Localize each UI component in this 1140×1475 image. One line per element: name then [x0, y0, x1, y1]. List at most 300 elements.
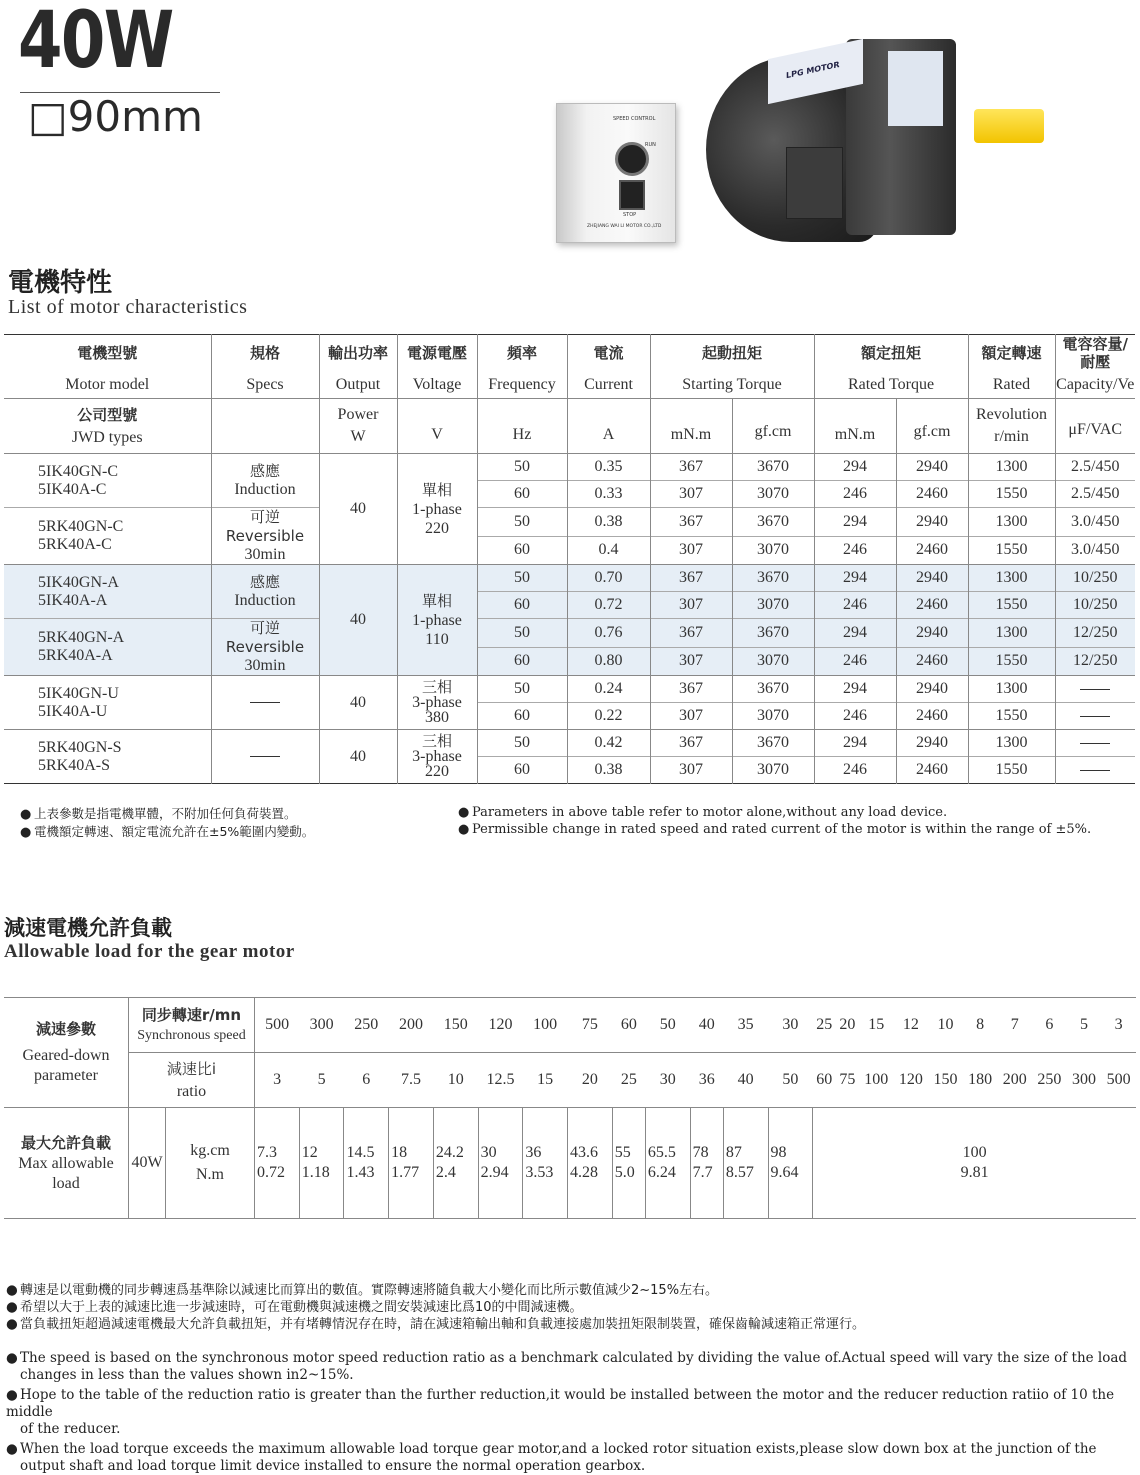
value-cell: 3670	[732, 676, 814, 703]
value-cell: 367	[650, 619, 732, 648]
hdr-output-unit	[319, 399, 397, 454]
specs-cell	[211, 565, 319, 619]
value-cell: 0.80	[567, 647, 650, 676]
value-cell: 367	[650, 565, 732, 592]
value-cell: 2460	[896, 592, 968, 619]
value-cell: 10/250	[1055, 592, 1135, 619]
value-cell: 2940	[896, 508, 968, 537]
dash-mark	[1080, 716, 1110, 717]
ratio-value-cell: 120	[894, 1053, 929, 1108]
unit-kgcm: kg.cm	[190, 1142, 230, 1159]
value-cell: 2940	[896, 454, 968, 481]
ratio-value-cell: 200	[997, 1053, 1032, 1108]
note2-en-item: ● The speed is based on the synchronous motor speed reduction ratio as a benchmark calculated by dividing the value of.Actual speed will vary the size of the load changes in less than the values shown in2~15%.	[6, 1350, 1128, 1383]
ratio-value-cell: 100	[859, 1053, 894, 1108]
hdr-rated-en: Rated Torque	[814, 371, 968, 399]
notes1-zh	[20, 805, 314, 841]
controller-label-stop: STOP	[623, 212, 637, 218]
table-row	[4, 619, 1135, 648]
geared-en: Geared-down parameter	[22, 1047, 110, 1084]
value-cell: 12/250	[1055, 647, 1135, 676]
speed-cell: 50	[645, 998, 690, 1053]
speed-cell: 10	[928, 998, 963, 1053]
load-nm: 2.94	[480, 1164, 509, 1181]
hdr-speed-rmin: r/min	[994, 428, 1029, 445]
specs-zh: 可逆 Reversible	[225, 508, 305, 545]
hdr-voltage-en: Voltage	[397, 371, 477, 399]
ratio-row	[4, 1053, 1136, 1108]
value-cell: 246	[814, 647, 896, 676]
speed-cell: 75	[568, 998, 613, 1053]
output-cell: 40	[319, 676, 397, 730]
model-name: 5RK40GN-C	[38, 518, 124, 535]
load-nm: 1.77	[391, 1164, 420, 1181]
geared-zh: 減速參數	[35, 1020, 96, 1038]
speed-cell: 7	[997, 998, 1032, 1053]
specs-zh: 可逆 Reversible	[225, 619, 305, 656]
hdr-start-u1: mN.m	[650, 399, 732, 454]
max-load-row	[4, 1108, 1136, 1219]
value-cell: 60	[477, 592, 567, 619]
dash-mark	[1080, 743, 1110, 744]
value-cell: 0.70	[567, 565, 650, 592]
value-cell: 3.0/450	[1055, 508, 1135, 537]
speed-cell: 35	[723, 998, 768, 1053]
hdr-start-u2: gf.cm	[732, 399, 814, 454]
load-kgcm: 18	[391, 1144, 408, 1161]
load-rest-kgcm: 100	[962, 1144, 987, 1161]
specs-zh: 感應	[249, 462, 280, 480]
voltage-value: 380	[425, 709, 449, 726]
note1-zh-line: ● 上表參數是指電機單體，不附加任何負荷裝置。	[20, 806, 297, 822]
ratio-value-cell: 50	[768, 1053, 813, 1108]
note2-zh-line: ● 當負載扭矩超過減速電機最大允許負載扭矩，并有堵轉情況存在時，請在減速箱輸出軸和負載連接處加裝扭矩限制裝置，確保齒輪減速箱正常運行。	[6, 1316, 866, 1332]
capacity-cell	[1055, 676, 1135, 703]
model-name: 5RK40GN-S	[38, 738, 122, 756]
value-cell: 3.0/450	[1055, 536, 1135, 565]
hdr-freq-en: Frequency	[477, 371, 567, 399]
hdr-speed-unit	[968, 399, 1055, 454]
model-cell	[4, 454, 211, 508]
load-kgcm: 65.5	[647, 1144, 676, 1161]
value-cell: 367	[650, 454, 732, 481]
geared-param-cell	[4, 998, 129, 1108]
load-cell	[568, 1108, 613, 1219]
gear-motor-image	[706, 27, 1006, 255]
value-cell: 1300	[968, 619, 1055, 648]
speed-cell: 300	[299, 998, 344, 1053]
load-cell	[389, 1108, 434, 1219]
max-zh: 最大允許負載	[20, 1133, 111, 1152]
hdr-current-zh: 電流	[567, 335, 650, 372]
ratio-value-cell: 250	[1032, 1053, 1067, 1108]
ratio-zh: 減速比i	[166, 1059, 217, 1078]
ratio-value-cell: 5	[299, 1053, 344, 1108]
hdr-freq-unit: Hz	[477, 399, 567, 454]
voltage-phase: 1-phase	[412, 500, 462, 518]
hdr-current-en: Current	[567, 371, 650, 399]
hdr-rated-u2: gf.cm	[896, 399, 968, 454]
capacity-cell	[1055, 757, 1135, 784]
allowable-load-table	[4, 997, 1136, 1219]
value-cell: 0.35	[567, 454, 650, 481]
load-kgcm: 98	[770, 1144, 787, 1161]
hdr-specs-en: Specs	[211, 371, 319, 399]
value-cell: 367	[650, 730, 732, 757]
ratio-value-cell: 12.5	[478, 1053, 523, 1108]
sync-speed-cell	[129, 998, 255, 1053]
unit-nm: N.m	[196, 1166, 224, 1183]
speed-cell: 500	[255, 998, 300, 1053]
value-cell: 1550	[968, 536, 1055, 565]
load-kgcm: 14.5	[346, 1144, 375, 1161]
ratio-value-cell: 3	[255, 1053, 300, 1108]
hdr-cap-en: Capacity/Ve	[1055, 371, 1135, 399]
load-cell	[723, 1108, 768, 1219]
load-nm: 6.24	[647, 1164, 676, 1181]
model-name: 5IK40GN-C	[38, 462, 118, 480]
hdr-jwd-en: JWD types	[71, 428, 143, 446]
terminal-box	[786, 147, 843, 219]
voltage-value: 220	[425, 763, 449, 780]
value-cell: 60	[477, 647, 567, 676]
load-rest-cell	[813, 1108, 1136, 1219]
max-load-label-cell	[4, 1108, 129, 1219]
value-cell: 0.33	[567, 481, 650, 508]
voltage-cell	[397, 454, 477, 565]
speed-cell: 30	[768, 998, 813, 1053]
load-kgcm: 55	[614, 1144, 631, 1161]
capacity-cell	[1055, 703, 1135, 730]
hdr-model-zh: 電機型號	[4, 335, 211, 372]
model-name: 5RK40GN-A	[38, 629, 125, 646]
section1-title-zh: 電機特性	[8, 268, 113, 298]
specs-en: Induction	[234, 592, 296, 609]
voltage-zh: 三相	[421, 678, 452, 696]
value-cell: 50	[477, 508, 567, 537]
load-kgcm: 36	[525, 1144, 542, 1161]
controller-switch	[619, 180, 645, 210]
value-cell: 2.5/450	[1055, 481, 1135, 508]
load-rest-nm: 9.81	[960, 1164, 989, 1181]
ratio-value-cell: 150	[928, 1053, 963, 1108]
value-cell: 307	[650, 536, 732, 565]
value-cell: 0.72	[567, 592, 650, 619]
value-cell: 0.38	[567, 757, 650, 784]
value-cell: 50	[477, 730, 567, 757]
value-cell: 307	[650, 757, 732, 784]
power-cell: 40W	[129, 1108, 166, 1219]
speed-cell: 6	[1032, 998, 1067, 1053]
load-kgcm: 7.3	[257, 1144, 277, 1161]
hdr-specs-blank	[211, 399, 319, 454]
load-cell	[523, 1108, 568, 1219]
value-cell: 60	[477, 481, 567, 508]
section1-title-en: List of motor characteristics	[8, 296, 248, 318]
speed-cell: 20	[836, 998, 859, 1053]
value-cell: 307	[650, 647, 732, 676]
value-cell: 50	[477, 619, 567, 648]
load-cell	[768, 1108, 813, 1219]
dash-mark	[1080, 689, 1110, 690]
value-cell: 1300	[968, 730, 1055, 757]
ratio-en: ratio	[176, 1082, 207, 1100]
value-cell: 10/250	[1055, 565, 1135, 592]
hdr-output-w: W	[350, 428, 366, 445]
load-nm: 5.0	[614, 1164, 635, 1181]
value-cell: 367	[650, 508, 732, 537]
controller-knob	[615, 142, 649, 176]
table2-body	[4, 998, 1136, 1219]
speed-cell: 250	[344, 998, 389, 1053]
speed-cell: 120	[478, 998, 523, 1053]
load-nm: 7.7	[692, 1164, 713, 1181]
hdr-specs-zh: 規格	[211, 335, 319, 372]
model-name: 5RK40A-C	[38, 536, 112, 553]
load-nm: 8.57	[725, 1164, 754, 1181]
value-cell: 294	[814, 730, 896, 757]
hdr-cap-zh: 電容容量/耐壓	[1055, 335, 1135, 372]
specs-cell	[211, 454, 319, 508]
value-cell: 3670	[732, 454, 814, 481]
ratio-value-cell: 15	[523, 1053, 568, 1108]
specs-cell	[211, 619, 319, 676]
voltage-phase: 3-phase	[412, 694, 462, 711]
load-nm: 2.4	[435, 1164, 456, 1181]
hdr-output-en2: Power	[337, 406, 379, 423]
load-kgcm: 30	[480, 1144, 497, 1161]
output-cell: 40	[319, 454, 397, 565]
load-cell	[690, 1108, 723, 1219]
value-cell: 0.24	[567, 676, 650, 703]
voltage-cell	[397, 565, 477, 676]
value-cell: 0.42	[567, 730, 650, 757]
gearbox-nameplate	[888, 51, 943, 126]
ratio-value-cell: 60	[813, 1053, 836, 1108]
note2-zh-line: ● 希望以大于上表的減速比進一步減速時，可在電動機與減速機之間安裝減速比爲10的中間減速機。	[6, 1299, 583, 1315]
notes2-zh	[6, 1282, 1131, 1333]
model-cell	[4, 619, 211, 676]
ratio-value-cell: 6	[344, 1053, 389, 1108]
value-cell: 3070	[732, 592, 814, 619]
hdr-rated-u1: mN.m	[814, 399, 896, 454]
voltage-cell	[397, 676, 477, 730]
value-cell: 1300	[968, 565, 1055, 592]
specs-en: Induction	[234, 481, 296, 498]
ratio-value-cell: 25	[612, 1053, 645, 1108]
value-cell: 50	[477, 565, 567, 592]
hdr-cap-unit: μF/VAC	[1055, 399, 1135, 454]
speed-cell: 5	[1067, 998, 1102, 1053]
value-cell: 1550	[968, 757, 1055, 784]
voltage-zh: 單相	[421, 591, 452, 610]
output-shaft	[974, 109, 1044, 143]
ratio-value-cell: 180	[963, 1053, 998, 1108]
ratio-value-cell: 20	[568, 1053, 613, 1108]
voltage-cell	[397, 730, 477, 784]
load-cell	[478, 1108, 523, 1219]
load-nm: 9.64	[770, 1164, 799, 1181]
value-cell: 3070	[732, 757, 814, 784]
value-cell: 0.38	[567, 508, 650, 537]
specs-en: 30min	[244, 657, 286, 674]
value-cell: 3070	[732, 481, 814, 508]
value-cell: 60	[477, 536, 567, 565]
nameplate-text: LPG MOTOR	[786, 59, 840, 81]
speed-cell: 8	[963, 998, 998, 1053]
value-cell: 1550	[968, 592, 1055, 619]
hdr-current-unit: A	[567, 399, 650, 454]
value-cell: 2940	[896, 619, 968, 648]
hdr-freq-zh: 頻率	[477, 335, 567, 372]
note2-en-item: ● Hope to the table of the reduction ratio is greater than the further reduction,it would be installed between the motor and the reducer reduction ratiio of 10 the middle of the reducer.	[6, 1387, 1115, 1437]
value-cell: 307	[650, 703, 732, 730]
value-cell: 3670	[732, 565, 814, 592]
table-row	[4, 730, 1135, 757]
load-cell	[645, 1108, 690, 1219]
hdr-voltage-unit: V	[397, 399, 477, 454]
speed-cell: 15	[859, 998, 894, 1053]
value-cell: 1550	[968, 481, 1055, 508]
model-name: 5RK40A-S	[38, 756, 111, 774]
table1-body	[4, 454, 1135, 784]
unit-cell	[166, 1108, 255, 1219]
voltage-zh: 三相	[421, 732, 452, 750]
voltage-value: 220	[425, 519, 449, 537]
value-cell: 2940	[896, 676, 968, 703]
value-cell: 294	[814, 619, 896, 648]
voltage-phase: 1-phase	[412, 611, 462, 629]
controller-label-run: RUN	[645, 142, 656, 148]
dash-mark	[250, 756, 280, 757]
note1-en-line: ● Parameters in above table refer to motor alone,without any load device.	[458, 805, 948, 820]
speed-cell: 12	[894, 998, 929, 1053]
hdr-speed-zh: 額定轉速	[968, 335, 1055, 372]
value-cell: 307	[650, 592, 732, 619]
value-cell: 3070	[732, 647, 814, 676]
value-cell: 0.76	[567, 619, 650, 648]
specs-cell	[211, 730, 319, 784]
load-kgcm: 87	[725, 1144, 742, 1161]
value-cell: 294	[814, 508, 896, 537]
value-cell: 2460	[896, 757, 968, 784]
specs-cell	[211, 508, 319, 565]
value-cell: 0.4	[567, 536, 650, 565]
output-cell: 40	[319, 565, 397, 676]
output-cell: 40	[319, 730, 397, 784]
notes1-en	[458, 804, 1091, 838]
section2-title-en: Allowable load for the gear motor	[4, 941, 295, 962]
load-cell	[255, 1108, 300, 1219]
model-name: 5IK40A-U	[38, 702, 108, 720]
speed-row	[4, 998, 1136, 1053]
value-cell: 2.5/450	[1055, 454, 1135, 481]
value-cell: 367	[650, 676, 732, 703]
table-row	[4, 565, 1135, 592]
value-cell: 246	[814, 481, 896, 508]
voltage-value: 110	[425, 630, 449, 648]
value-cell: 1550	[968, 703, 1055, 730]
model-cell	[4, 508, 211, 565]
value-cell: 12/250	[1055, 619, 1135, 648]
model-name: 5IK40A-A	[38, 591, 108, 609]
capacity-cell	[1055, 730, 1135, 757]
model-cell	[4, 730, 211, 784]
value-cell: 3670	[732, 619, 814, 648]
hdr-start-zh: 起動扭矩	[650, 335, 814, 372]
ratio-value-cell: 40	[723, 1053, 768, 1108]
ratio-value-cell: 36	[690, 1053, 723, 1108]
speed-cell: 60	[612, 998, 645, 1053]
value-cell: 1550	[968, 647, 1055, 676]
motor-characteristics-table	[4, 334, 1135, 784]
table-row	[4, 454, 1135, 481]
frame-size-title: □90mm	[28, 92, 203, 141]
hdr-model-en: Motor model	[4, 371, 211, 399]
note2-zh-line: ● 轉速是以電動機的同步轉速爲基準除以減速比而算出的數值。實際轉速將隨負載大小變化而比所示數值減少2~15%左右。	[6, 1282, 719, 1298]
load-cell	[344, 1108, 389, 1219]
value-cell: 50	[477, 454, 567, 481]
value-cell: 50	[477, 676, 567, 703]
voltage-zh: 單相	[421, 480, 452, 499]
note1-en-line: ● Permissible change in rated speed and rated current of the motor is within the range of ±5%.	[458, 822, 1092, 837]
value-cell: 2460	[896, 703, 968, 730]
dash-mark	[1080, 770, 1110, 771]
note1-zh-line: ● 電機額定轉速、額定電流允許在±5%範圍内變動。	[20, 824, 315, 840]
value-cell: 60	[477, 703, 567, 730]
value-cell: 307	[650, 481, 732, 508]
section2-title-zh: 減速電機允許負載	[4, 916, 172, 940]
ratio-value-cell: 30	[645, 1053, 690, 1108]
value-cell: 1300	[968, 676, 1055, 703]
load-kgcm: 43.6	[570, 1144, 599, 1161]
load-nm: 4.28	[570, 1164, 599, 1181]
value-cell: 2460	[896, 536, 968, 565]
controller-maker: ZHEJIANG WAI LI MOTOR CO.,LTD	[587, 224, 662, 229]
load-cell	[612, 1108, 645, 1219]
ratio-value-cell: 500	[1101, 1053, 1136, 1108]
ratio-value-cell: 10	[433, 1053, 478, 1108]
sync-en: Synchronous speed	[137, 1027, 246, 1043]
hdr-start-en: Starting Torque	[650, 371, 814, 399]
load-nm: 0.72	[257, 1164, 285, 1181]
value-cell: 2460	[896, 647, 968, 676]
table-row	[4, 676, 1135, 703]
value-cell: 2460	[896, 481, 968, 508]
speed-cell: 100	[523, 998, 568, 1053]
value-cell: 2940	[896, 565, 968, 592]
value-cell: 246	[814, 757, 896, 784]
specs-zh: 感應	[249, 573, 280, 591]
controller-label-top: SPEED CONTROL	[613, 116, 656, 122]
hdr-speed-en2: Revolution	[975, 406, 1048, 423]
value-cell: 294	[814, 676, 896, 703]
model-name: 5RK40A-A	[38, 647, 113, 664]
ratio-value-cell: 300	[1067, 1053, 1102, 1108]
note2-en-item: ● When the load torque exceeds the maximum allowable load torque gear motor,and a locked rotor situation exists,please slow down box at the junction of the output shaft and load torque limit device installed to ensure the normal operation gearbox.	[6, 1441, 1097, 1474]
speed-cell: 200	[389, 998, 434, 1053]
table-row	[4, 508, 1135, 537]
hdr-rated-zh: 額定扭矩	[814, 335, 968, 372]
value-cell: 294	[814, 454, 896, 481]
load-kgcm: 12	[301, 1144, 318, 1161]
load-kgcm: 24.2	[435, 1144, 464, 1161]
speed-cell: 150	[433, 998, 478, 1053]
value-cell: 246	[814, 703, 896, 730]
load-kgcm: 78	[692, 1144, 709, 1161]
load-cell	[299, 1108, 344, 1219]
load-nm: 1.18	[301, 1164, 330, 1181]
